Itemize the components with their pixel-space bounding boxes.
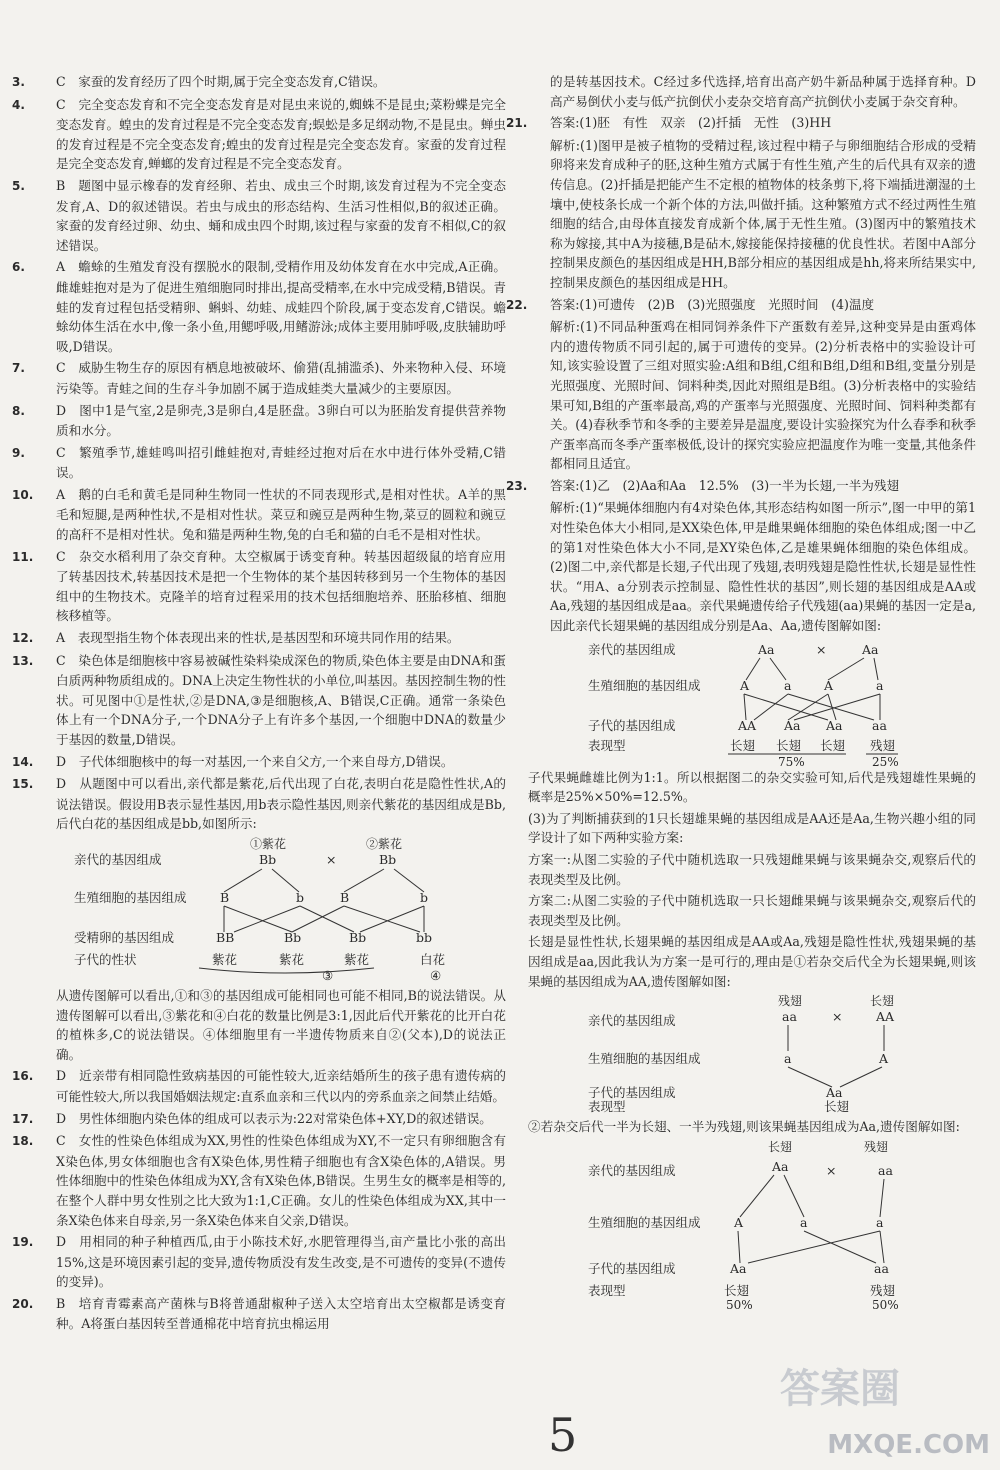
gamete-1: A bbox=[740, 677, 750, 693]
parent-label: 亲代的基因组成 bbox=[588, 1013, 676, 1029]
pheno-1: 长翅 bbox=[724, 1282, 750, 1298]
parent2-tag: 长翅 bbox=[870, 994, 895, 1009]
child-1: AA bbox=[738, 717, 757, 733]
answer-9: 9. C 繁殖季节,雄蛙鸣叫招引雌蛙抱对,青蛙经过抱对后在水中进行体外受精,C错误。 bbox=[12, 444, 506, 481]
trait-label: 子代的性状 bbox=[74, 951, 137, 967]
answer-21-explanation: 解析:(1)图甲是被子植物的受精过程,该过程中精子与卵细胞结合形成的受精卵将来发育成种子的胚,这种生殖方式属于有性生殖,产生的后代具有双亲的遗传信息。(2)扦插是把能产生不定根的植物体的枝条剪下,将下端插进潮湿的土壤中,使枝条长成一个新个体的方法,叫做扦插。这种繁殖方式不经过两性生殖细胞的结合,由母体直接发育成新个体,属于无性生殖。(3)图丙中的繁殖技术称为嫁接,其中A为接穗,B是砧木,嫁接能保持接穗的优良性状。若图中A部分控制果皮颜色的基因组成是HH,B部分相应的基因组成是hh,将来所结果实中,控制果皮颜色的基因组成是HH。 bbox=[550, 137, 976, 290]
zygote-4: bb bbox=[416, 929, 433, 945]
answer-23-reason: 长翅是显性性状,长翅果蝇的基因组成是AA或Aa,残翅是隐性性状,残翅果蝇的基因组成是aa,因此我认为方案一是可行的,理由是①若杂交后代全为长翅果蝇,则该果蝇的基因组成为AA,遗传图解如图: bbox=[528, 934, 976, 989]
watermark: MXQE.COM bbox=[827, 1430, 990, 1460]
answer-12: 12. A 表现型指生物个体表现出来的性状,是基因型和环境共同作用的结果。 bbox=[12, 630, 460, 646]
gamete-3: B bbox=[340, 889, 350, 905]
genetic-diagram-fly-aa-AA bbox=[588, 993, 948, 1113]
pheno-3: 长翅 bbox=[820, 737, 846, 753]
parent1-tag: 长翅 bbox=[768, 1139, 793, 1154]
parent2-genotype: Aa bbox=[862, 641, 879, 657]
answer-20-continued: 的是转基因技术。C经过多代选择,培育出高产奶牛新品种属于选择育种。D高产易倒伏小麦与低产抗倒伏小麦杂交培育高产抗倒伏小麦属于杂交育种。 bbox=[550, 74, 976, 109]
answer-22: 22. 答案:(1)可遗传 (2)B (3)光照强度 光照时间 (4)温度 bbox=[506, 296, 875, 312]
pheno-label: 表现型 bbox=[588, 1282, 626, 1298]
pheno-2: 残翅 bbox=[870, 1282, 896, 1298]
parent1-genotype: aa bbox=[782, 1009, 797, 1025]
zygote-label: 受精卵的基因组成 bbox=[74, 929, 175, 945]
answer-16: 16. D 近亲带有相同隐性致病基因的可能性较大,近亲结婚所生的孩子患有遗传病的可能性较大,所以我国婚姻法规定:直系血亲和三代以内的旁系血亲之间禁止结婚。 bbox=[12, 1068, 506, 1104]
gamete-label: 生殖细胞的基因组成 bbox=[588, 1051, 701, 1067]
trait-4: 白花 bbox=[420, 951, 446, 967]
page-number: 5 bbox=[548, 1408, 578, 1462]
cross-symbol: × bbox=[826, 1162, 837, 1178]
child-2: Aa bbox=[784, 717, 801, 733]
last-tag: ④ bbox=[430, 967, 442, 983]
answer-23-plan1: 方案一:从图二实验的子代中随机选取一只残翅雌果蝇与该果蝇杂交,观察后代的表现类型及比例。 bbox=[528, 852, 976, 887]
zygote-1: BB bbox=[216, 929, 235, 945]
pheno-1: 长翅 bbox=[730, 737, 756, 753]
answer-13: 13. C 染色体是细胞核中容易被碱性染料染成深色的物质,染色体主要是由DNA和蛋白质两种物质组成的。DNA上决定生物性状的小单位,叫基因。基因控制生物的性状。可见图中①是性状,②是DNA,③是细胞核,A、B错误,C正确。通常一条染色体上有一个DNA分子,一个DNA分子上有许多个基因,一个细胞中DNA的数量少于基因的数量,D错误。 bbox=[12, 652, 506, 747]
child-4: aa bbox=[872, 717, 887, 733]
answer-18: 18. C 女性的性染色体组成为XX,男性的性染色体组成为XY,不一定只有卵细胞含有X染色体,男女体细胞也含有X染色体,男性精子细胞也有含X染色体的,A错误。男性体细胞中的性染色体组成为XY,含有X染色体,B错误。生男生女的概率是相等的,在整个人群中男女性别之比大致为1:1,C正确。女儿的性染色体组成为XX,其中一条X染色体来自母亲,另一条X染色体来自父亲,D错误。 bbox=[12, 1133, 506, 1228]
pheno-2: 长翅 bbox=[776, 737, 802, 753]
gamete-1: B bbox=[220, 889, 230, 905]
child-label: 子代的基因组成 bbox=[588, 1085, 676, 1101]
parent-label: 亲代的基因组成 bbox=[588, 641, 676, 657]
answer-15-explanation: 从遗传图解可以看出,①和③的基因组成可能相同也可能不相同,B的说法错误。从遗传图解可以看出,③紫花和④白花的数量比例是3:1,因此后代开紫花的比开白花的植株多,C的说法错误。④体细胞里有一半遗传物质来自②(父本),D的说法正确。 bbox=[56, 987, 506, 1062]
trait-1: 紫花 bbox=[212, 951, 238, 967]
gamete-label: 生殖细胞的基因组成 bbox=[74, 889, 187, 905]
child-2: aa bbox=[874, 1260, 889, 1276]
answer-23-explanation: 解析:(1)“果蝇体细胞内有4对染色体,其形态结构如图一所示”,图一中甲的第1对性染色体大小相同,是XX染色体,甲是雌果蝇体细胞的染色体组成;图一中乙的第1对性染色体大小不同,是XY染色体,乙是雄果蝇体细胞的染色体组成。(2)图二中,亲代都是长翅,子代出现了残翅,表明残翅是隐性性状,长翅是显性性状。“用A、a分别表示控制显、隐性性状的基因”,则长翅的基因组成是AA或Aa,残翅的基因组成是aa。亲代果蝇遗传给子代残翅(aa)果蝇的基因一定是a,因此亲代长翅果蝇的基因组成分别是Aa、Aa,遗传图解如图: bbox=[550, 500, 976, 634]
parent-label: 亲代的基因组成 bbox=[74, 851, 162, 867]
answer-10: 10. A 鹅的白毛和黄毛是同种生物同一性状的不同表现形式,是相对性状。A羊的黑毛和短腿,是两种性状,不是相对性状。菜豆和豌豆是两种生物,菜豆的圆粒和豌豆的高秆不是相对性状。兔和猫是两种生物,兔的白毛和猫的白毛不是相对性状。 bbox=[12, 486, 506, 543]
pheno-label: 表现型 bbox=[588, 737, 626, 753]
zygote-3: Bb bbox=[349, 929, 367, 945]
cross-symbol: × bbox=[816, 641, 827, 657]
gamete-4: b bbox=[420, 889, 429, 905]
parent1-tag: ①紫花 bbox=[250, 836, 287, 851]
parent2-tag: 残翅 bbox=[864, 1139, 889, 1154]
genetic-diagram-flower bbox=[74, 836, 494, 976]
parent-label: 亲代的基因组成 bbox=[588, 1162, 676, 1178]
zygote-2: Bb bbox=[284, 929, 302, 945]
gamete-2: b bbox=[296, 889, 305, 905]
gamete-2: a bbox=[800, 1214, 808, 1230]
parent1-tag: 残翅 bbox=[778, 994, 803, 1009]
child-pheno: 长翅 bbox=[824, 1099, 850, 1114]
parent1-genotype: Bb bbox=[259, 851, 277, 867]
answer-17: 17. D 男性体细胞内染色体的组成可以表示为:22对常染色体+XY,D的叙述错误。 bbox=[12, 1110, 492, 1126]
parent2-genotype: AA bbox=[876, 1009, 895, 1025]
pct-2: 25% bbox=[872, 754, 899, 768]
child-1: Aa bbox=[730, 1260, 747, 1276]
group-tag: ③ bbox=[322, 967, 334, 983]
answer-19: 19. D 用相同的种子种植西瓜,由于小陈技术好,水肥管理得当,亩产量比小张的高出15%,这是环境因素引起的变异,遗传物质没有发生改变,是不可遗传的变异(不遗传的变异)。 bbox=[12, 1234, 506, 1290]
parent2-tag: ②紫花 bbox=[366, 836, 403, 851]
answer-23-part3: (3)为了判断捕获到的1只长翅雄果蝇的基因组成是AA还是Aa,生物兴趣小组的同学设计了如下两种实验方案: bbox=[528, 810, 976, 846]
answer-8: 8. D 图中1是气室,2是卵壳,3是卵白,4是胚盘。3卵白可以为胚胎发育提供营养物质和水分。 bbox=[12, 402, 506, 439]
child-3: Aa bbox=[826, 717, 843, 733]
gamete-2: a bbox=[784, 677, 792, 693]
answer-23-plan2: 方案二:从图二实验的子代中随机选取一只长翅雌果蝇与该果蝇杂交,观察后代的表现类型及比例。 bbox=[528, 893, 976, 928]
child-label: 子代的基因组成 bbox=[588, 1260, 676, 1276]
gamete-2: A bbox=[879, 1051, 889, 1067]
pct-1: 75% bbox=[778, 754, 805, 768]
gamete-label: 生殖细胞的基因组成 bbox=[588, 1214, 701, 1230]
child-genotype: Aa bbox=[826, 1085, 843, 1101]
pheno-4: 残翅 bbox=[870, 737, 896, 753]
trait-2: 紫花 bbox=[279, 951, 305, 967]
pct-2: 50% bbox=[872, 1297, 899, 1309]
answer-11: 11. C 杂交水稻利用了杂交育种。太空椒属于诱变育种。转基因超级鼠的培育应用了转基因技术,转基因技术是把一个生物体的某个基因转移到另一个生物体的基因组中的生物技术。克隆羊的培育过程采用的技术包括细胞培养、胚胎移植、细胞核移植等。 bbox=[12, 548, 506, 624]
gamete-3: A bbox=[824, 677, 834, 693]
answer-23-ratio: 子代果蝇雌雄比例为1:1。所以根据图二的杂交实验可知,后代是残翅雄性果蝇的概率是25%×50%=12.5%。 bbox=[528, 769, 976, 805]
parent1-genotype: Aa bbox=[772, 1158, 789, 1174]
cross-symbol: × bbox=[326, 851, 337, 867]
answer-4: 4. C 完全变态发育和不完全变态发育是对昆虫来说的,蜘蛛不是昆虫;菜粉蝶是完全变态发育。蝗虫的发育过程是不完全变态发育;蜈蚣是多足纲动物,不是昆虫。蝉虫的发育过程是不完全变态发育;蝗虫的发育过程是完全变态发育。家蚕的发育过程是完全变态发育,蝉螂的发育过程是不完全变态发育。 bbox=[12, 96, 506, 172]
answer-5: 5. B 题图中显示橡春的发育经卵、若虫、成虫三个时期,该发育过程为不完全变态发育,A、D的叙述错误。若虫与成虫的形态结构、生活习性相似,B的叙述正确。家蚕的发育经过卵、幼虫、蛹和成虫四个时期,该过程与家蚕的发育不相似,C的叙述错误。 bbox=[12, 177, 506, 253]
answer-23: 23. 答案:(1)乙 (2)Aa和Aa 12.5% (3)一半为长翅,一半为残翅 bbox=[506, 477, 900, 493]
answer-7: 7. C 威胁生物生存的原因有栖息地被破坏、偷猎(乱捕滥杀)、外来物种入侵、环境污染等。青蛙之间的生存斗争加剧不属于造成蛙类大量减少的主要原因。 bbox=[12, 360, 506, 396]
genetic-diagram-fly-Aa-aa bbox=[588, 1139, 948, 1309]
answer-22-explanation: 解析:(1)不同品种蛋鸡在相同饲养条件下产蛋数有差异,这种变异是由蛋鸡体内的遗传物质不同引起的,属于可遗传的变异。(2)分析表格中的实验设计可知,该实验设置了三组对照实验:A组和B组,C组和B组,D组和B组,变量分别是光照强度、光照时间、饲料种类,因此对照组是B组。(3)分析表格中的实验结果可知,B组的产蛋率最高,鸡的产蛋率与光照强度、光照时间、饲料种类都有关。(4)春秋季节和冬季的主要差异是温度,要设计实验探究为什么春季和秋季产蛋率高而冬季产蛋率极低,设计的探究实验应把温度作为唯一变量,其他条件都相同且适宜。 bbox=[550, 319, 976, 472]
pct-1: 50% bbox=[726, 1297, 753, 1309]
gamete-1: a bbox=[784, 1051, 792, 1067]
answer-20: 20. B 培育青霉素高产菌株与B将普通甜椒种子送入太空培育出太空椒都是诱变育种。A将蛋白基因转至普通棉花中培育抗虫棉运用 bbox=[12, 1295, 506, 1332]
answer-15: 15. D 从题图中可以看出,亲代都是紫花,后代出现了白花,表明白花是隐性性状,A的说法错误。假设用B表示显性基因,用b表示隐性基因,则亲代紫花的基因组成是Bb,后代白花的基因组成是bb,如图所示: bbox=[12, 776, 506, 832]
watermark-top: 答案圈 bbox=[780, 1366, 900, 1412]
child-label: 子代的基因组成 bbox=[588, 717, 676, 733]
answer-6: 6. A 蟾蜍的生殖发育没有摆脱水的限制,受精作用及幼体发育在水中完成,A正确。雌雄蛙抱对是为了促进生殖细胞同时排出,提高受精率,在水中完成受精,B错误。青蛙的发育过程包括受精卵、蝌蚪、幼蛙、成蛙四个阶段,属于变态发育,C错误。蟾蜍幼体生活在水中,像一条小鱼,用鳃呼吸,用鳍游泳;成体主要用肺呼吸,皮肤辅助呼吸,D错误。 bbox=[12, 259, 506, 354]
right-column bbox=[506, 72, 976, 1309]
pheno-label: 表现型 bbox=[588, 1099, 626, 1114]
parent1-genotype: Aa bbox=[758, 641, 775, 657]
genetic-diagram-fly-aa-aa bbox=[588, 638, 948, 768]
answer-23-reason2: ②若杂交后代一半为长翅、一半为残翅,则该果蝇基因组成为Aa,遗传图解如图: bbox=[528, 1119, 960, 1135]
trait-3: 紫花 bbox=[344, 951, 370, 967]
cross-symbol: × bbox=[832, 1009, 843, 1025]
gamete-1: A bbox=[734, 1214, 744, 1230]
parent2-genotype: Bb bbox=[379, 851, 397, 867]
gamete-3: a bbox=[876, 1214, 884, 1230]
gamete-4: a bbox=[876, 677, 884, 693]
answer-14: 14. D 子代体细胞核中的每一对基因,一个来自父方,一个来自母方,D错误。 bbox=[12, 753, 454, 769]
answer-21: 21. 答案:(1)胚 有性 双亲 (2)扦插 无性 (3)HH bbox=[506, 115, 832, 131]
parent2-genotype: aa bbox=[878, 1162, 893, 1178]
gamete-label: 生殖细胞的基因组成 bbox=[588, 677, 701, 693]
answer-3: 3. C 家蚕的发育经历了四个时期,属于完全变态发育,C错误。 bbox=[12, 74, 386, 89]
diagram1-tags bbox=[34, 967, 506, 986]
left-column bbox=[12, 72, 506, 1336]
